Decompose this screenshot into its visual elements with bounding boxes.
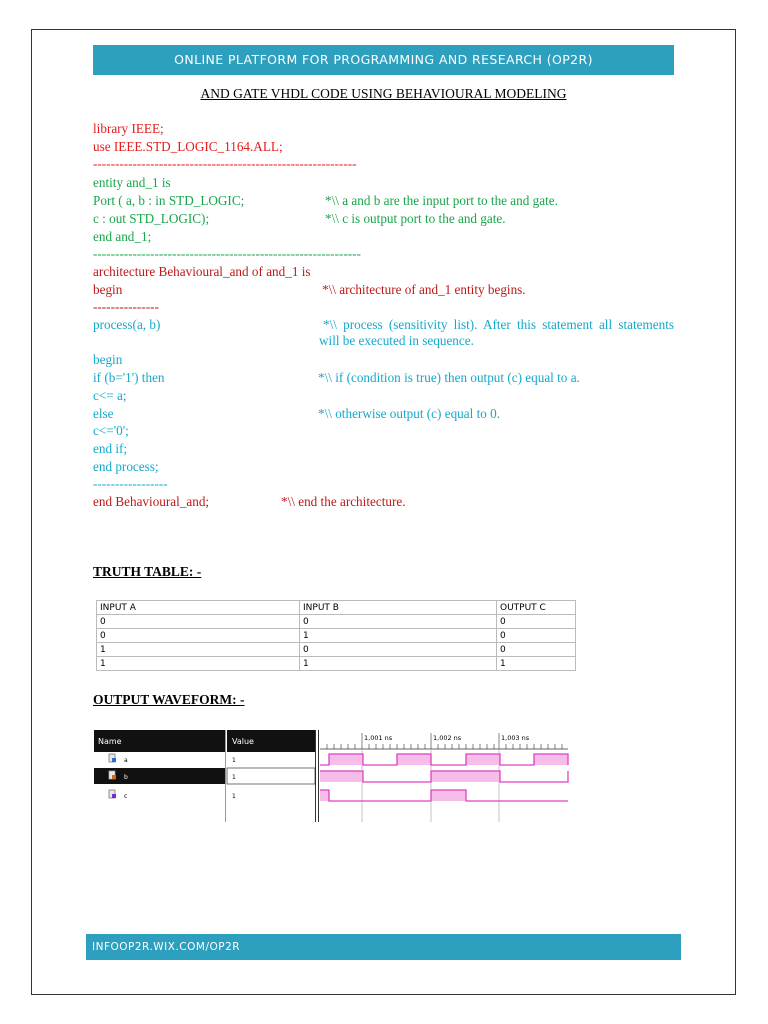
- code-line: end process;: [93, 459, 159, 474]
- signal-icon: [112, 758, 116, 762]
- signal-value: 1: [232, 757, 236, 764]
- table-cell: 0: [497, 643, 576, 657]
- footer-banner: INFOOP2R.WIX.COM/OP2R: [86, 934, 681, 960]
- value-column-header: Value: [232, 737, 254, 746]
- code-line: begin: [93, 282, 123, 297]
- time-label: 1,001 ns: [364, 734, 393, 742]
- table-cell: 0: [97, 629, 300, 643]
- code-line: process(a, b): [93, 317, 161, 332]
- table-cell: 0: [497, 629, 576, 643]
- code-comment: *\\ otherwise output (c) equal to 0.: [318, 406, 501, 421]
- waveform-a: [320, 754, 568, 765]
- code-line: end and_1;: [93, 229, 152, 244]
- code-line: else: [93, 406, 114, 421]
- code-separator: ------------------------------------------------------------: [93, 156, 357, 171]
- code-separator: -----------------: [93, 476, 168, 491]
- waveform-viewer: [94, 727, 570, 822]
- truth-table-heading: TRUTH TABLE: -: [93, 564, 202, 579]
- table-cell: 1: [300, 657, 497, 671]
- signal-row-c[interactable]: [109, 790, 236, 800]
- code-comment: *\\ process (sensitivity list). After this statement all statements will be executed in sequence.: [319, 317, 674, 348]
- waveform-b: [320, 771, 568, 782]
- column-header: OUTPUT C: [497, 601, 576, 615]
- code-line: use IEEE.STD_LOGIC_1164.ALL;: [93, 139, 283, 154]
- waveform-heading: OUTPUT WAVEFORM: -: [93, 692, 245, 707]
- code-comment: *\\ if (condition is true) then output (c) equal to a.: [318, 370, 580, 385]
- table-cell: 0: [97, 615, 300, 629]
- table-cell: 1: [97, 643, 300, 657]
- time-label: 1,003 ns: [501, 734, 530, 742]
- table-cell: 0: [300, 615, 497, 629]
- document-title: AND GATE VHDL CODE USING BEHAVIOURAL MODELING: [200, 86, 567, 101]
- code-line: library IEEE;: [93, 121, 164, 136]
- signal-icon: [112, 775, 116, 779]
- table-cell: 1: [497, 657, 576, 671]
- truth-table: [96, 600, 576, 671]
- signal-name: a: [124, 757, 128, 764]
- time-label: 1,002 ns: [433, 734, 462, 742]
- code-comment: *\\ architecture of and_1 entity begins.: [322, 282, 526, 297]
- time-ruler: [320, 733, 568, 749]
- table-row: [97, 643, 576, 657]
- code-line: entity and_1 is: [93, 175, 171, 190]
- code-line: c<='0';: [93, 423, 129, 438]
- signal-name: b: [124, 774, 128, 781]
- code-line: end Behavioural_and;: [93, 494, 210, 509]
- table-cell: 1: [300, 629, 497, 643]
- code-line: begin: [93, 352, 123, 367]
- signal-value: 1: [232, 793, 236, 800]
- code-comment: *\\ c is output port to the and gate.: [325, 211, 506, 226]
- code-line: architecture Behavioural_and of and_1 is: [93, 264, 311, 279]
- table-cell: 0: [497, 615, 576, 629]
- signal-row-a[interactable]: [109, 754, 236, 764]
- code-line: Port ( a, b : in STD_LOGIC;: [93, 193, 245, 208]
- code-line: c : out STD_LOGIC);: [93, 211, 210, 226]
- table-cell: 1: [97, 657, 300, 671]
- code-separator: -------------------------------------------------------------: [93, 246, 361, 261]
- name-column-header: Name: [98, 737, 122, 746]
- signal-value: 1: [232, 774, 236, 781]
- table-cell: 0: [300, 643, 497, 657]
- column-header: INPUT A: [97, 601, 300, 615]
- code-separator: ---------------: [93, 299, 159, 314]
- code-comment: *\\ a and b are the input port to the and gate.: [325, 193, 558, 208]
- code-line: if (b='1') then: [93, 370, 165, 385]
- table-row: [97, 629, 576, 643]
- page-border: [31, 29, 736, 995]
- signal-icon: [112, 794, 116, 798]
- table-row: [97, 615, 576, 629]
- column-header: INPUT B: [300, 601, 497, 615]
- waveform-c: [320, 790, 568, 801]
- code-line: c<= a;: [93, 388, 127, 403]
- header-banner: ONLINE PLATFORM FOR PROGRAMMING AND RESEARCH (OP2R): [93, 45, 674, 75]
- table-row: [97, 657, 576, 671]
- signal-name: c: [124, 793, 128, 800]
- code-comment: *\\ end the architecture.: [281, 494, 406, 509]
- code-line: end if;: [93, 441, 128, 456]
